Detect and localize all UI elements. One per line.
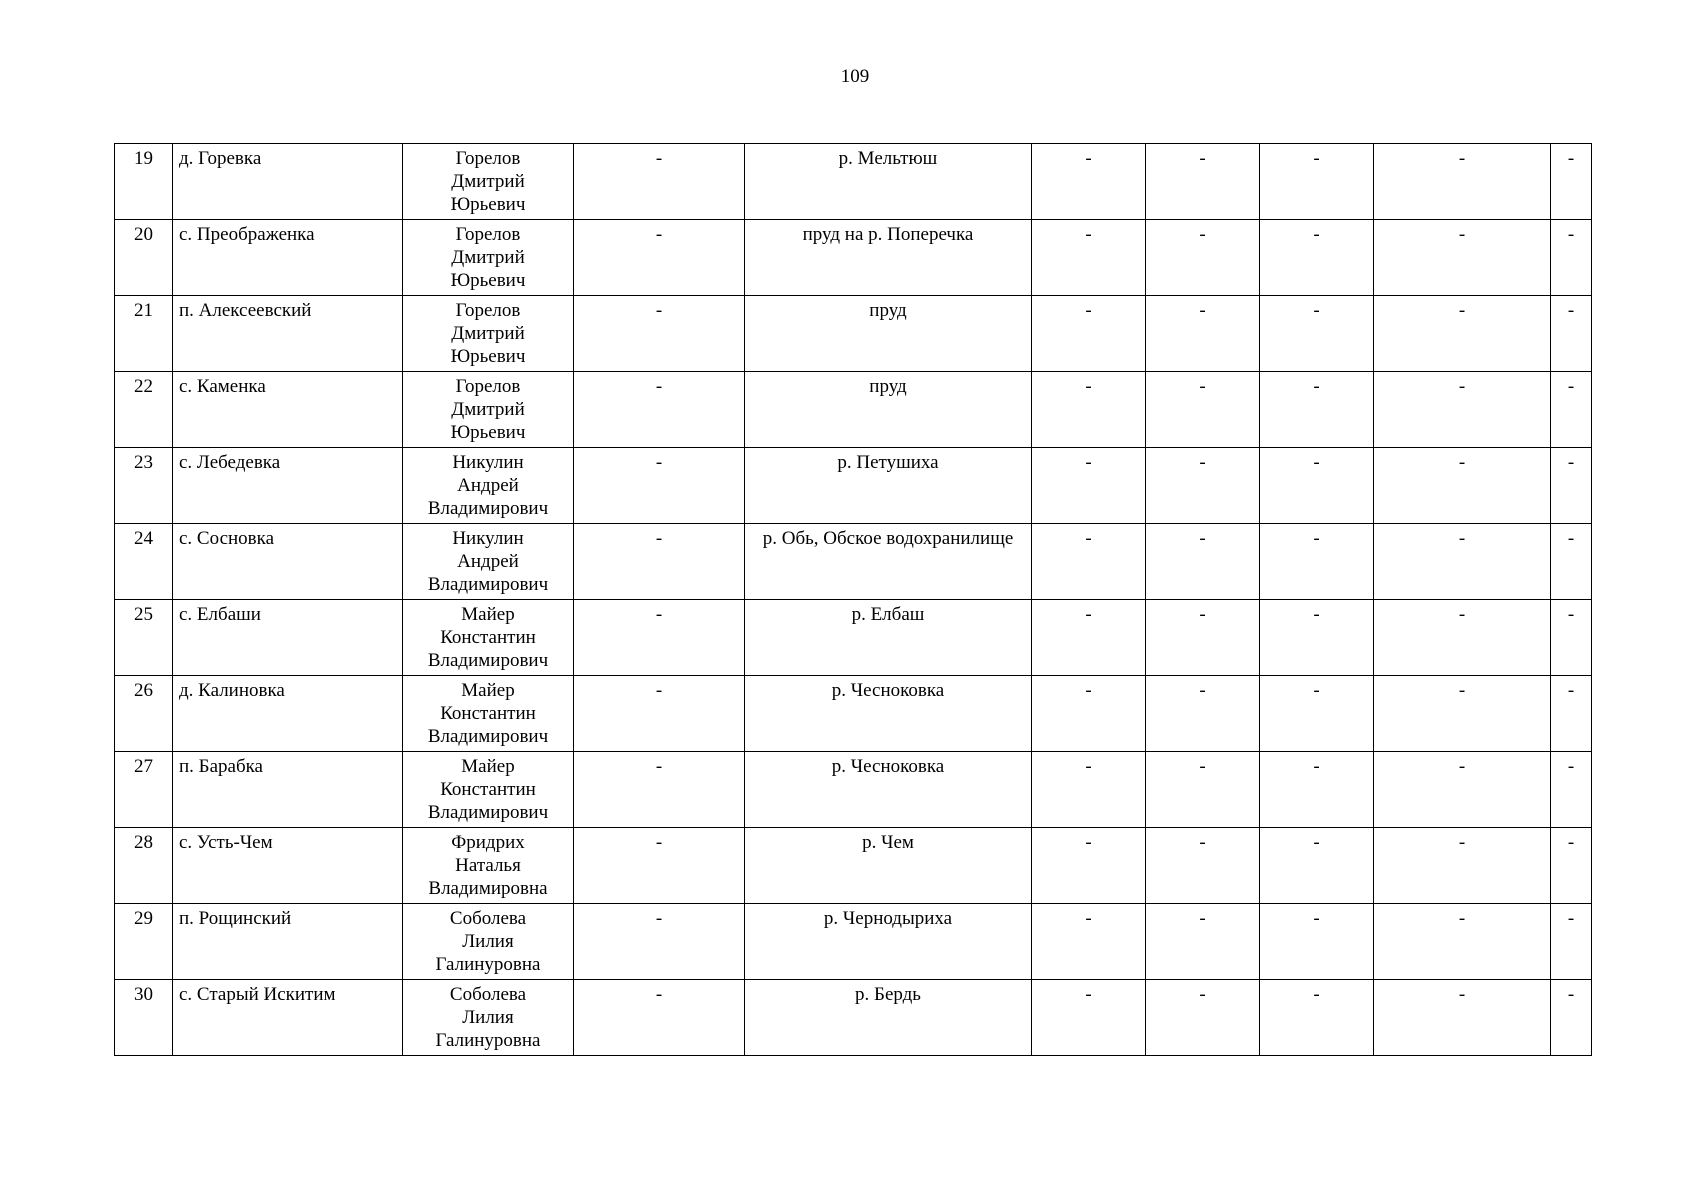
row-number-cell: 24 bbox=[115, 524, 173, 600]
person-name-line: Дмитрий bbox=[451, 399, 525, 420]
responsible-person-cell bbox=[403, 676, 574, 752]
column-7-cell: - bbox=[1146, 980, 1260, 1056]
table-row bbox=[115, 600, 1592, 676]
column-6-cell: - bbox=[1032, 600, 1146, 676]
row-number-cell: 29 bbox=[115, 904, 173, 980]
table-row bbox=[115, 904, 1592, 980]
settlement-name-cell: с. Сосновка bbox=[173, 524, 403, 600]
person-name-line: Андрей bbox=[457, 551, 519, 572]
row-number-cell: 26 bbox=[115, 676, 173, 752]
person-name-line: Горелов bbox=[455, 224, 521, 245]
column-6-cell: - bbox=[1032, 144, 1146, 220]
column-10-cell: - bbox=[1551, 904, 1592, 980]
responsible-person-cell bbox=[403, 448, 574, 524]
column-9-cell: - bbox=[1374, 296, 1551, 372]
table-row bbox=[115, 980, 1592, 1056]
column-8-cell: - bbox=[1260, 752, 1374, 828]
row-number-cell: 21 bbox=[115, 296, 173, 372]
column-4-cell: - bbox=[574, 676, 745, 752]
person-name-line: Дмитрий bbox=[451, 171, 525, 192]
person-name-line: Горелов bbox=[455, 300, 521, 321]
person-name-line: Юрьевич bbox=[450, 270, 526, 291]
column-9-cell: - bbox=[1374, 752, 1551, 828]
column-10-cell: - bbox=[1551, 676, 1592, 752]
column-7-cell: - bbox=[1146, 220, 1260, 296]
column-7-cell: - bbox=[1146, 828, 1260, 904]
row-number-cell: 27 bbox=[115, 752, 173, 828]
person-name-line: Соболева bbox=[449, 908, 527, 929]
water-body-cell: р. Петушиха bbox=[745, 448, 1032, 524]
column-10-cell: - bbox=[1551, 524, 1592, 600]
column-4-cell: - bbox=[574, 904, 745, 980]
column-9-cell: - bbox=[1374, 372, 1551, 448]
person-name-line: Майер bbox=[461, 680, 515, 701]
column-4-cell: - bbox=[574, 600, 745, 676]
person-name-line: Константин bbox=[440, 627, 536, 648]
water-body-cell: пруд bbox=[745, 296, 1032, 372]
person-name-line: Никулин bbox=[452, 528, 524, 549]
person-name-line: Фридрих bbox=[451, 832, 525, 853]
water-body-cell: р. Бердь bbox=[745, 980, 1032, 1056]
person-name-line: Константин bbox=[440, 779, 536, 800]
column-6-cell: - bbox=[1032, 296, 1146, 372]
column-4-cell: - bbox=[574, 144, 745, 220]
table-row bbox=[115, 372, 1592, 448]
column-7-cell: - bbox=[1146, 144, 1260, 220]
column-7-cell: - bbox=[1146, 752, 1260, 828]
column-9-cell: - bbox=[1374, 600, 1551, 676]
water-body-cell: р. Чесноковка bbox=[745, 752, 1032, 828]
column-9-cell: - bbox=[1374, 220, 1551, 296]
responsible-person-cell bbox=[403, 980, 574, 1056]
settlement-name-cell: с. Каменка bbox=[173, 372, 403, 448]
column-10-cell: - bbox=[1551, 144, 1592, 220]
column-7-cell: - bbox=[1146, 524, 1260, 600]
column-8-cell: - bbox=[1260, 980, 1374, 1056]
settlement-name-cell: с. Старый Искитим bbox=[173, 980, 403, 1056]
settlement-name-cell: д. Калиновка bbox=[173, 676, 403, 752]
column-4-cell: - bbox=[574, 296, 745, 372]
person-name-line: Владимирович bbox=[427, 802, 549, 823]
responsible-person-cell bbox=[403, 372, 574, 448]
settlement-name-cell: п. Алексеевский bbox=[173, 296, 403, 372]
settlement-name-cell: п. Рощинский bbox=[173, 904, 403, 980]
column-8-cell: - bbox=[1260, 144, 1374, 220]
column-8-cell: - bbox=[1260, 448, 1374, 524]
column-6-cell: - bbox=[1032, 220, 1146, 296]
column-9-cell: - bbox=[1374, 904, 1551, 980]
person-name-line: Горелов bbox=[455, 148, 521, 169]
column-10-cell: - bbox=[1551, 828, 1592, 904]
column-8-cell: - bbox=[1260, 372, 1374, 448]
table-row bbox=[115, 828, 1592, 904]
table-row bbox=[115, 144, 1592, 220]
person-name-line: Майер bbox=[461, 604, 515, 625]
column-10-cell: - bbox=[1551, 980, 1592, 1056]
column-8-cell: - bbox=[1260, 524, 1374, 600]
person-name-line: Галинуровна bbox=[435, 1030, 541, 1051]
column-8-cell: - bbox=[1260, 296, 1374, 372]
column-7-cell: - bbox=[1146, 296, 1260, 372]
column-10-cell: - bbox=[1551, 600, 1592, 676]
column-10-cell: - bbox=[1551, 296, 1592, 372]
row-number-cell: 30 bbox=[115, 980, 173, 1056]
column-8-cell: - bbox=[1260, 904, 1374, 980]
column-8-cell: - bbox=[1260, 828, 1374, 904]
column-10-cell: - bbox=[1551, 372, 1592, 448]
water-body-cell: р. Чем bbox=[745, 828, 1032, 904]
column-10-cell: - bbox=[1551, 448, 1592, 524]
column-8-cell: - bbox=[1260, 220, 1374, 296]
column-6-cell: - bbox=[1032, 524, 1146, 600]
person-name-line: Майер bbox=[461, 756, 515, 777]
settlement-name-cell: п. Барабка bbox=[173, 752, 403, 828]
settlements-table bbox=[114, 143, 1592, 1056]
table-row bbox=[115, 524, 1592, 600]
person-name-line: Наталья bbox=[455, 855, 521, 876]
responsible-person-cell bbox=[403, 524, 574, 600]
settlement-name-cell: с. Елбаши bbox=[173, 600, 403, 676]
person-name-line: Юрьевич bbox=[450, 194, 526, 215]
responsible-person-cell bbox=[403, 144, 574, 220]
row-number-cell: 28 bbox=[115, 828, 173, 904]
column-9-cell: - bbox=[1374, 676, 1551, 752]
column-4-cell: - bbox=[574, 372, 745, 448]
water-body-cell: р. Елбаш bbox=[745, 600, 1032, 676]
column-8-cell: - bbox=[1260, 600, 1374, 676]
column-9-cell: - bbox=[1374, 980, 1551, 1056]
row-number-cell: 19 bbox=[115, 144, 173, 220]
water-body-cell: пруд на р. Поперечка bbox=[745, 220, 1032, 296]
water-body-cell: р. Мельтюш bbox=[745, 144, 1032, 220]
settlement-name-cell: с. Усть-Чем bbox=[173, 828, 403, 904]
table-row bbox=[115, 448, 1592, 524]
column-4-cell: - bbox=[574, 752, 745, 828]
person-name-line: Владимирович bbox=[427, 498, 549, 519]
column-6-cell: - bbox=[1032, 372, 1146, 448]
person-name-line: Никулин bbox=[452, 452, 524, 473]
responsible-person-cell bbox=[403, 220, 574, 296]
column-7-cell: - bbox=[1146, 676, 1260, 752]
person-name-line: Владимирович bbox=[427, 574, 549, 595]
column-4-cell: - bbox=[574, 220, 745, 296]
person-name-line: Лилия bbox=[462, 931, 514, 952]
person-name-line: Владимирович bbox=[427, 726, 549, 747]
responsible-person-cell bbox=[403, 600, 574, 676]
person-name-line: Дмитрий bbox=[451, 323, 525, 344]
column-7-cell: - bbox=[1146, 372, 1260, 448]
settlement-name-cell: с. Лебедевка bbox=[173, 448, 403, 524]
row-number-cell: 25 bbox=[115, 600, 173, 676]
person-name-line: Горелов bbox=[455, 376, 521, 397]
column-6-cell: - bbox=[1032, 980, 1146, 1056]
column-10-cell: - bbox=[1551, 752, 1592, 828]
table-row bbox=[115, 676, 1592, 752]
column-6-cell: - bbox=[1032, 676, 1146, 752]
column-9-cell: - bbox=[1374, 524, 1551, 600]
column-9-cell: - bbox=[1374, 828, 1551, 904]
table-row bbox=[115, 296, 1592, 372]
row-number-cell: 20 bbox=[115, 220, 173, 296]
column-4-cell: - bbox=[574, 828, 745, 904]
row-number-cell: 23 bbox=[115, 448, 173, 524]
column-10-cell: - bbox=[1551, 220, 1592, 296]
person-name-line: Юрьевич bbox=[450, 422, 526, 443]
person-name-line: Дмитрий bbox=[451, 247, 525, 268]
page-number: 109 bbox=[840, 66, 870, 87]
water-body-cell: р. Обь, Обское водохранилище bbox=[745, 524, 1032, 600]
water-body-cell: р. Чернодыриха bbox=[745, 904, 1032, 980]
column-7-cell: - bbox=[1146, 600, 1260, 676]
column-7-cell: - bbox=[1146, 448, 1260, 524]
table-row bbox=[115, 220, 1592, 296]
person-name-line: Соболева bbox=[449, 984, 527, 1005]
settlement-name-cell: д. Горевка bbox=[173, 144, 403, 220]
responsible-person-cell bbox=[403, 752, 574, 828]
person-name-line: Константин bbox=[440, 703, 536, 724]
water-body-cell: р. Чесноковка bbox=[745, 676, 1032, 752]
person-name-line: Владимирович bbox=[427, 650, 549, 671]
column-6-cell: - bbox=[1032, 828, 1146, 904]
column-7-cell: - bbox=[1146, 904, 1260, 980]
column-6-cell: - bbox=[1032, 752, 1146, 828]
column-4-cell: - bbox=[574, 524, 745, 600]
responsible-person-cell bbox=[403, 296, 574, 372]
column-9-cell: - bbox=[1374, 144, 1551, 220]
person-name-line: Лилия bbox=[462, 1007, 514, 1028]
settlement-name-cell: с. Преображенка bbox=[173, 220, 403, 296]
water-body-cell: пруд bbox=[745, 372, 1032, 448]
person-name-line: Галинуровна bbox=[435, 954, 541, 975]
person-name-line: Владимировна bbox=[428, 878, 548, 899]
column-8-cell: - bbox=[1260, 676, 1374, 752]
person-name-line: Андрей bbox=[457, 475, 519, 496]
table-row bbox=[115, 752, 1592, 828]
row-number-cell: 22 bbox=[115, 372, 173, 448]
column-4-cell: - bbox=[574, 448, 745, 524]
column-9-cell: - bbox=[1374, 448, 1551, 524]
person-name-line: Юрьевич bbox=[450, 346, 526, 367]
column-4-cell: - bbox=[574, 980, 745, 1056]
responsible-person-cell bbox=[403, 904, 574, 980]
responsible-person-cell bbox=[403, 828, 574, 904]
column-6-cell: - bbox=[1032, 448, 1146, 524]
column-6-cell: - bbox=[1032, 904, 1146, 980]
